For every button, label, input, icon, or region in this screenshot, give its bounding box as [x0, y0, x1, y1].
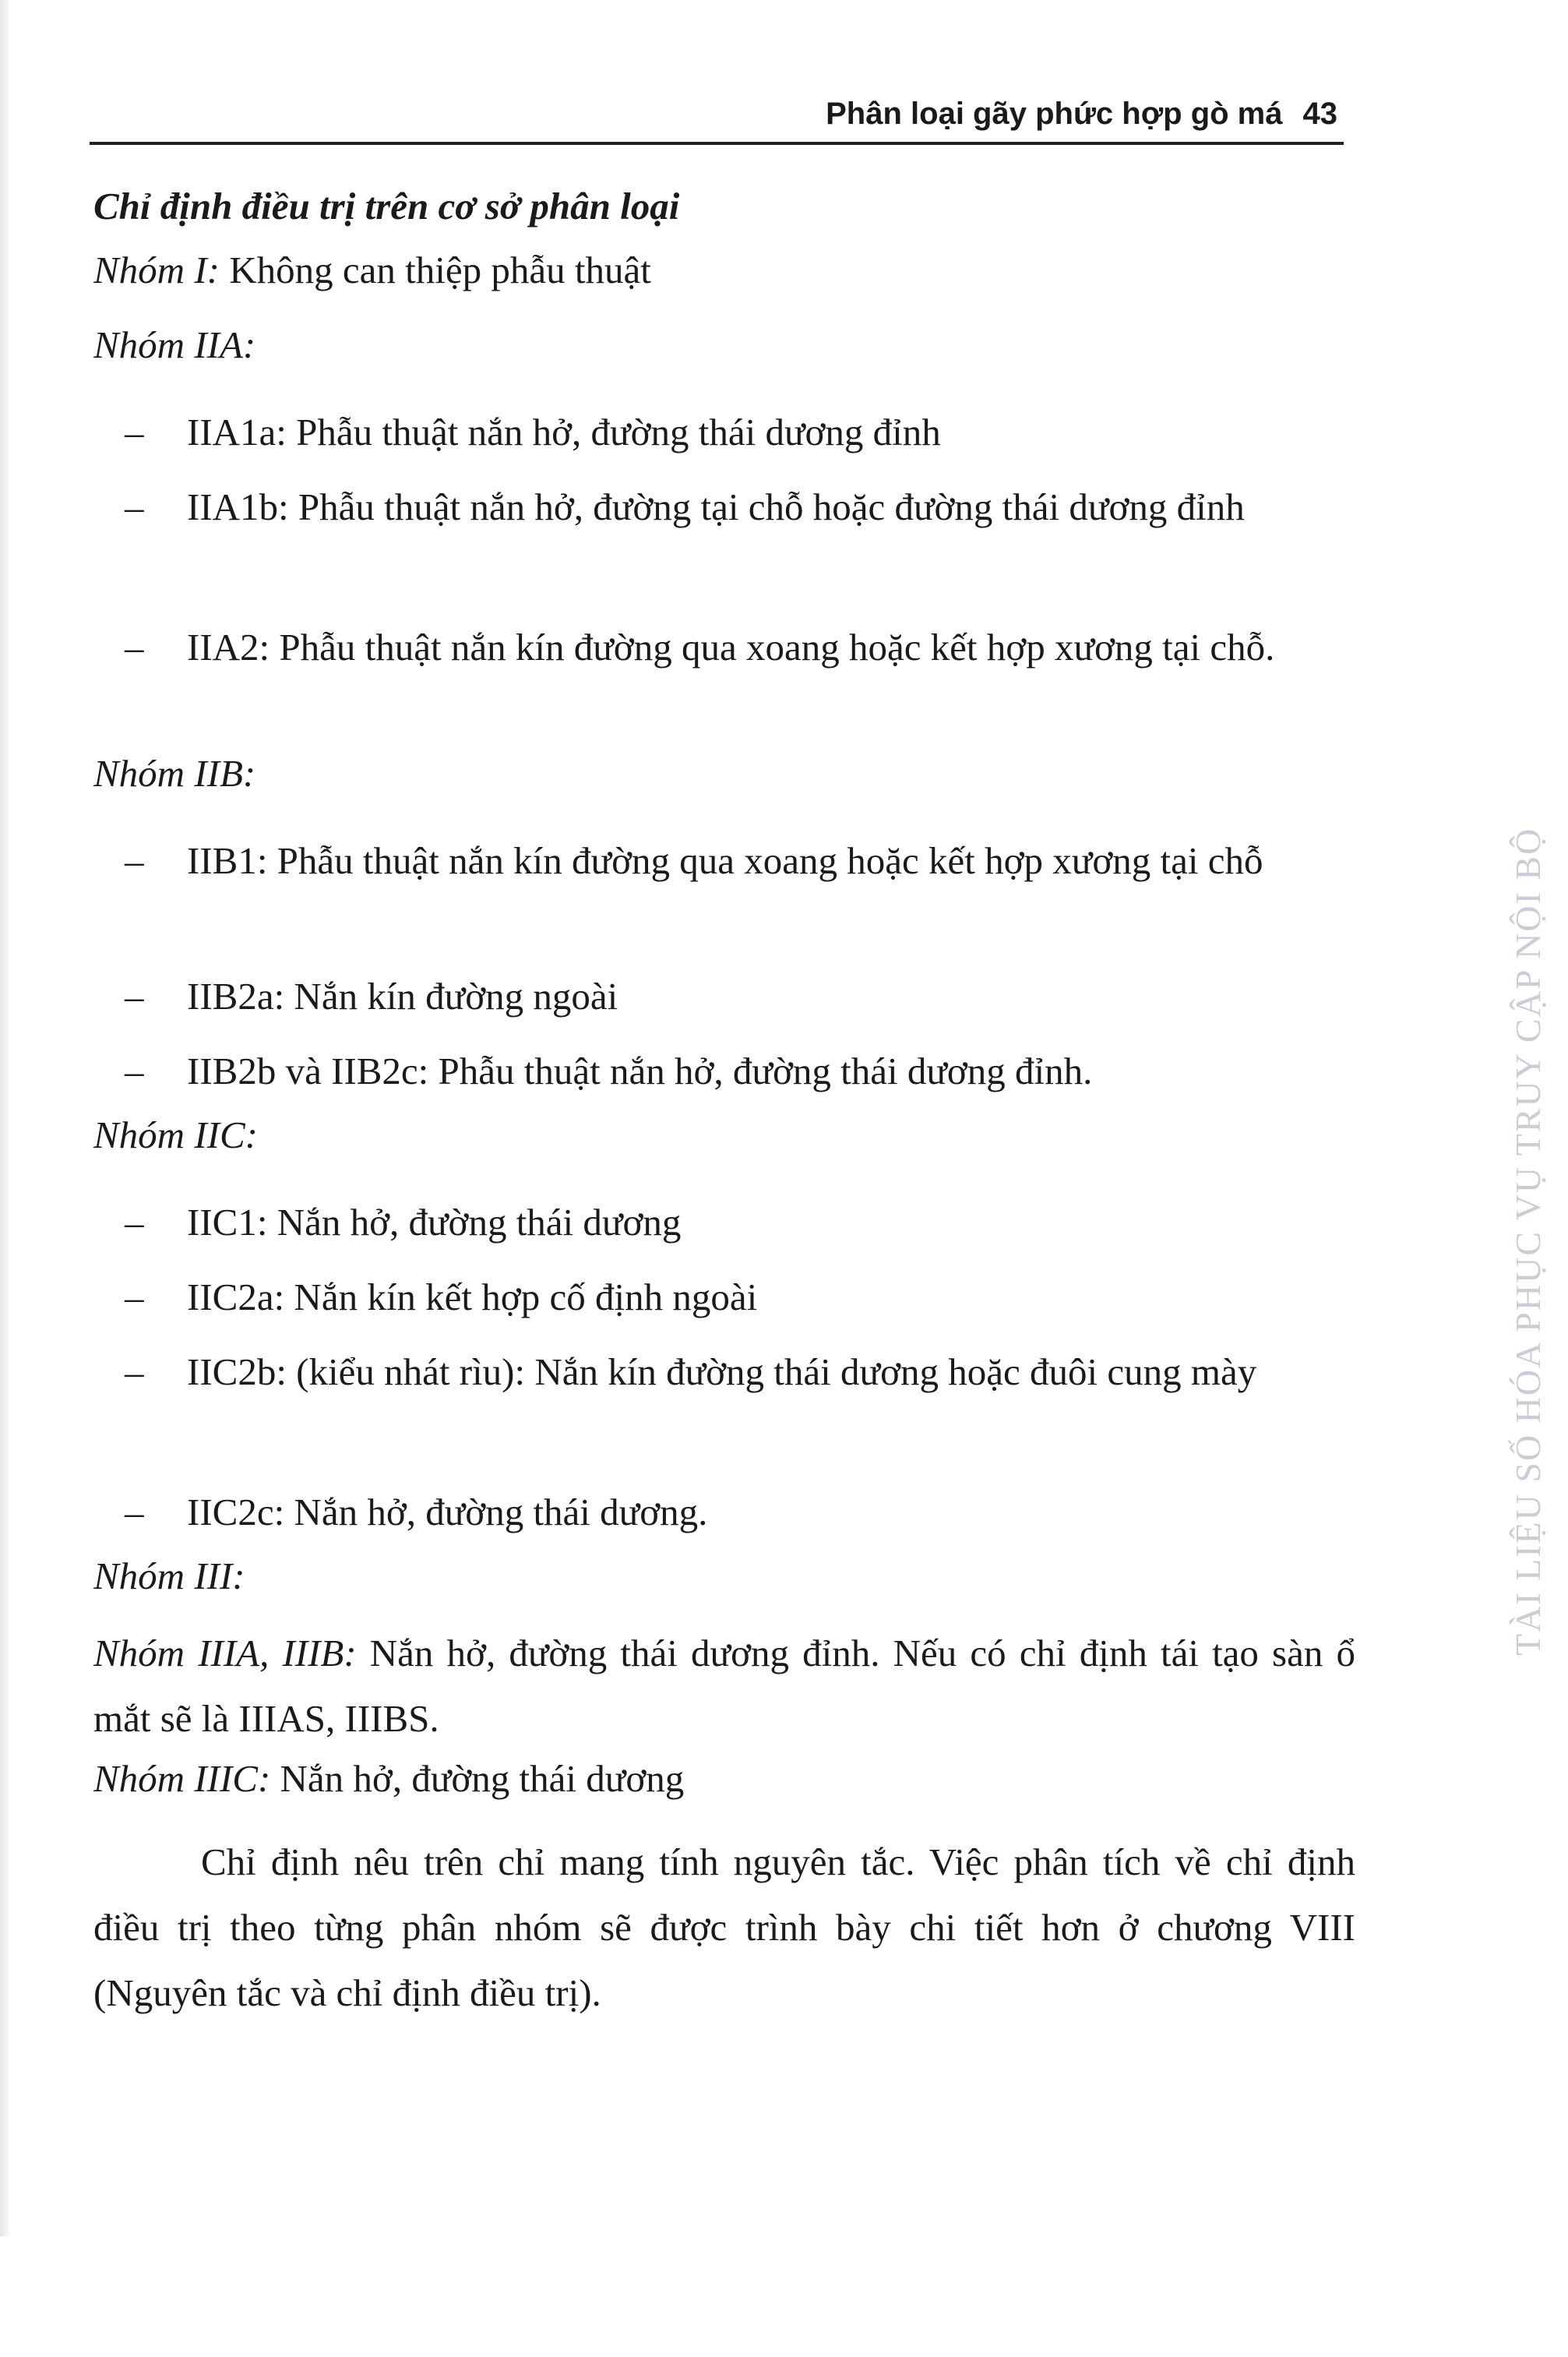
group-3c-line: [93, 1753, 1355, 1805]
dash-bullet: –: [125, 839, 144, 882]
group-2c-label: Nhóm IIC:: [93, 1113, 258, 1156]
dash-bullet: –: [125, 975, 144, 1018]
dash-bullet: –: [125, 1350, 144, 1393]
dash-bullet: –: [125, 1276, 144, 1318]
closing-paragraph: Chỉ định nêu trên chỉ mang tính nguyên tắc. Việc phân tích về chỉ định điều trị theo từng phân nhóm sẽ được trình bày chi tiết hơn ở chương VIII (Nguyên tắc và chỉ định điều trị).: [93, 1840, 1355, 2014]
list-item: [125, 616, 1355, 679]
page-edge-shadow: [0, 0, 11, 2236]
list-item-text: IIC2b: (kiểu nhát rìu): Nắn kín đường thái dương hoặc đuôi cung mày: [187, 1350, 1257, 1393]
dash-bullet: –: [125, 1050, 144, 1092]
section-heading: Chỉ định điều trị trên cơ sở phân loại: [93, 185, 680, 228]
group-2b-label: Nhóm IIB:: [93, 752, 256, 795]
group-3ab-label: Nhóm IIIA, IIIB:: [93, 1632, 357, 1674]
list-item-text: IIA1a: Phẫu thuật nắn hở, đường thái dương đỉnh: [187, 411, 941, 453]
group-2a-label: Nhóm IIA:: [93, 323, 256, 366]
group-1-label: Nhóm I:: [93, 249, 220, 291]
list-item-text: IIC1: Nắn hở, đường thái dương: [187, 1201, 682, 1244]
list-item: [125, 1480, 1355, 1544]
list-item-text: IIB2a: Nắn kín đường ngoài: [187, 975, 618, 1018]
side-watermark: TÀI LIỆU SỐ HÓA PHỤC VỤ TRUY CẬP NỘI BỘ: [1508, 827, 1548, 1656]
group-3-label: Nhóm III:: [93, 1554, 245, 1597]
list-item-text: IIA2: Phẫu thuật nắn kín đường qua xoang hoặc kết hợp xương tại chỗ.: [187, 626, 1275, 669]
list-item: [125, 1340, 1355, 1404]
group-3c-text: Nắn hở, đường thái dương: [270, 1757, 685, 1800]
group-1-line: [93, 245, 1355, 296]
running-header-title: Phân loại gãy phức hợp gò má: [826, 97, 1283, 131]
list-item: [125, 475, 1355, 539]
list-item-text: IIC2c: Nắn hở, đường thái dương.: [187, 1491, 708, 1533]
running-header: [90, 92, 1344, 145]
dash-bullet: –: [125, 411, 144, 453]
group-3ab-text: Nắn hở, đường thái dương đỉnh. Nếu có chỉ định tái tạo sàn ổ mắt sẽ là IIIAS, IIIBS.: [93, 1632, 1355, 1740]
list-item-text: IIC2a: Nắn kín kết hợp cố định ngoài: [187, 1276, 758, 1318]
list-item: [125, 400, 1355, 464]
dash-bullet: –: [125, 1201, 144, 1244]
list-item: [125, 1265, 1355, 1329]
dash-bullet: –: [125, 626, 144, 669]
group-3ab-paragraph: [93, 1621, 1355, 1752]
list-item: [125, 829, 1355, 893]
page-number: 43: [1302, 97, 1337, 131]
list-item-text: IIB1: Phẫu thuật nắn kín đường qua xoang hoặc kết hợp xương tại chỗ: [187, 839, 1263, 882]
list-item: [125, 1191, 1355, 1254]
list-item: [125, 1039, 1355, 1103]
list-item-text: IIA1b: Phẫu thuật nắn hở, đường tại chỗ hoặc đường thái dương đỉnh: [187, 485, 1245, 528]
dash-bullet: –: [125, 485, 144, 528]
group-3c-label: Nhóm IIIC:: [93, 1757, 271, 1800]
dash-bullet: –: [125, 1491, 144, 1533]
list-item: [125, 965, 1355, 1029]
list-item-text: IIB2b và IIB2c: Phẫu thuật nắn hở, đường thái dương đỉnh.: [187, 1050, 1093, 1092]
group-1-text: Không can thiệp phẫu thuật: [219, 249, 651, 291]
